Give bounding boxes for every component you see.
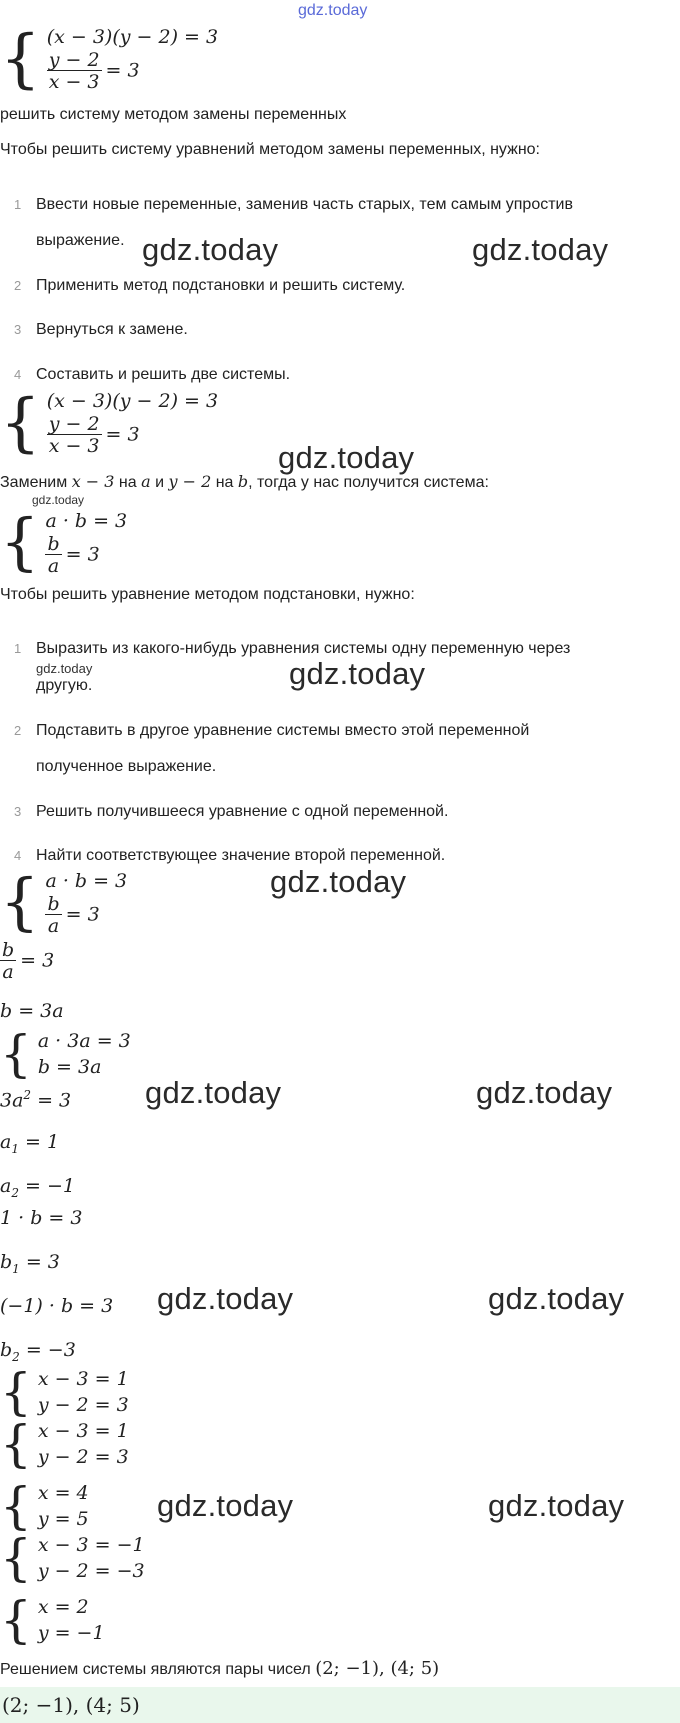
system-original-1 [0, 21, 219, 96]
equation: x − 3 = −1 [37, 1534, 145, 1556]
system-original-2 [0, 385, 219, 460]
watermark: gdz.today [472, 232, 609, 267]
equation-fraction: $\frac{y - 2}{x - 3}$ = 3 [48, 49, 140, 93]
watermark: gdz.today [488, 1488, 625, 1523]
intro-subst: Чтобы решить уравнение методом подстановки, нужно: [0, 586, 415, 603]
brace: { [0, 1529, 32, 1587]
equation: y − 2 = 3 [37, 1394, 129, 1416]
list-item: 1 Выразить из какого-нибудь уравнения системы одну переменную через [14, 640, 571, 657]
system-x-3 [0, 1477, 89, 1535]
equation-a-3a: a · 3a = 3 [37, 1030, 131, 1052]
equation-b-over-a-3: $\frac{b}{a}$ = 3 [2, 939, 55, 983]
equation-a2: $a_2 = -1$ [0, 1175, 75, 1200]
equation-fraction: $\frac{y - 2}{x - 3}$ = 3 [48, 413, 140, 457]
watermark-small: gdz.today [32, 493, 85, 507]
system-3a [0, 1025, 131, 1083]
list-item-cont: полученное выражение. [36, 758, 217, 775]
list-item: 3 Решить получившееся уравнение с одной переменной. [14, 803, 449, 820]
brace: { [0, 508, 40, 576]
equation: x − 3 = 1 [37, 1368, 129, 1390]
equation-product: (x − 3)(y − 2) = 3 [46, 26, 219, 48]
equation-ab: a · b = 3 [45, 869, 128, 892]
system-x-2 [0, 1415, 129, 1473]
equation: y = 5 [37, 1508, 89, 1530]
replace-sentence: Заменим x − 3 на a и y − 2 на b, тогда у нас получится система: [0, 472, 489, 491]
watermark-small: gdz.today [36, 661, 93, 676]
brace: { [0, 868, 40, 936]
brace: { [0, 1477, 32, 1535]
list-item: 2 Подставить в другое уравнение системы вместо этой переменной [14, 722, 530, 739]
equation: x = 2 [37, 1596, 89, 1618]
watermark: gdz.today [142, 232, 279, 267]
answer-value: (2; −1), (4; 5) [2, 1693, 140, 1717]
system-x-1 [0, 1363, 129, 1421]
watermark: gdz.today [476, 1075, 613, 1110]
equation: y − 2 = −3 [37, 1560, 145, 1582]
equation: x − 3 = 1 [37, 1420, 129, 1442]
list-item: 1 Ввести новые переменные, заменив часть старых, тем самым упростив [14, 196, 573, 213]
equation-b-3a: b = 3a [0, 1000, 64, 1022]
task-text: решить систему методом замены переменных [0, 106, 347, 123]
equation: y − 2 = 3 [37, 1446, 129, 1468]
equation-a1: $a_1 = 1$ [0, 1131, 60, 1156]
equation: x = 4 [37, 1482, 89, 1504]
system-ab-1 [0, 508, 127, 576]
list-item-cont: другую. [36, 677, 93, 694]
watermark: gdz.today [157, 1488, 294, 1523]
watermark: gdz.today [289, 656, 426, 691]
equation-b2: $b_2 = -3$ [0, 1339, 76, 1364]
watermark-top: gdz.today [298, 2, 368, 19]
brace: { [0, 1591, 32, 1649]
equation-b1: $b_1 = 3$ [0, 1251, 60, 1276]
system-x-4 [0, 1529, 145, 1587]
brace: { [0, 1415, 32, 1473]
answer-box [0, 1687, 680, 1723]
list-item-cont: выражение. [36, 232, 125, 249]
equation-ab: a · b = 3 [45, 509, 128, 532]
watermark: gdz.today [278, 440, 415, 475]
watermark: gdz.today [145, 1075, 282, 1110]
system-ab-2 [0, 868, 127, 936]
solution-sentence: Решением системы являются пары чисел (2; −1), (4; 5) [0, 1658, 440, 1679]
watermark: gdz.today [488, 1281, 625, 1316]
equation-b-3a: b = 3a [37, 1056, 102, 1078]
brace: { [0, 1363, 32, 1421]
intro-replace: Чтобы решить систему уравнений методом замены переменных, нужно: [0, 141, 540, 158]
equation: y = −1 [37, 1622, 105, 1644]
brace: { [0, 1025, 32, 1083]
watermark: gdz.today [157, 1281, 294, 1316]
brace: { [0, 21, 41, 96]
equation-1b: 1 · b = 3 [0, 1207, 83, 1229]
list-item: 4 Найти соответствующее значение второй переменной. [14, 847, 446, 864]
equation-b-over-a: $\frac{b}{a}$ = 3 [47, 892, 100, 936]
system-x-5 [0, 1591, 105, 1649]
brace: { [0, 385, 41, 460]
list-item: 4 Составить и решить две системы. [14, 366, 291, 383]
equation-minus1b: (−1) · b = 3 [0, 1295, 114, 1317]
list-item: 2 Применить метод подстановки и решить систему. [14, 277, 406, 294]
equation-3a-squared: $3a^2 = 3$ [0, 1088, 72, 1112]
equation-b-over-a: $\frac{b}{a}$ = 3 [47, 532, 100, 576]
list-item: 3 Вернуться к замене. [14, 321, 188, 338]
watermark: gdz.today [270, 864, 407, 899]
equation-product: (x − 3)(y − 2) = 3 [46, 390, 219, 412]
